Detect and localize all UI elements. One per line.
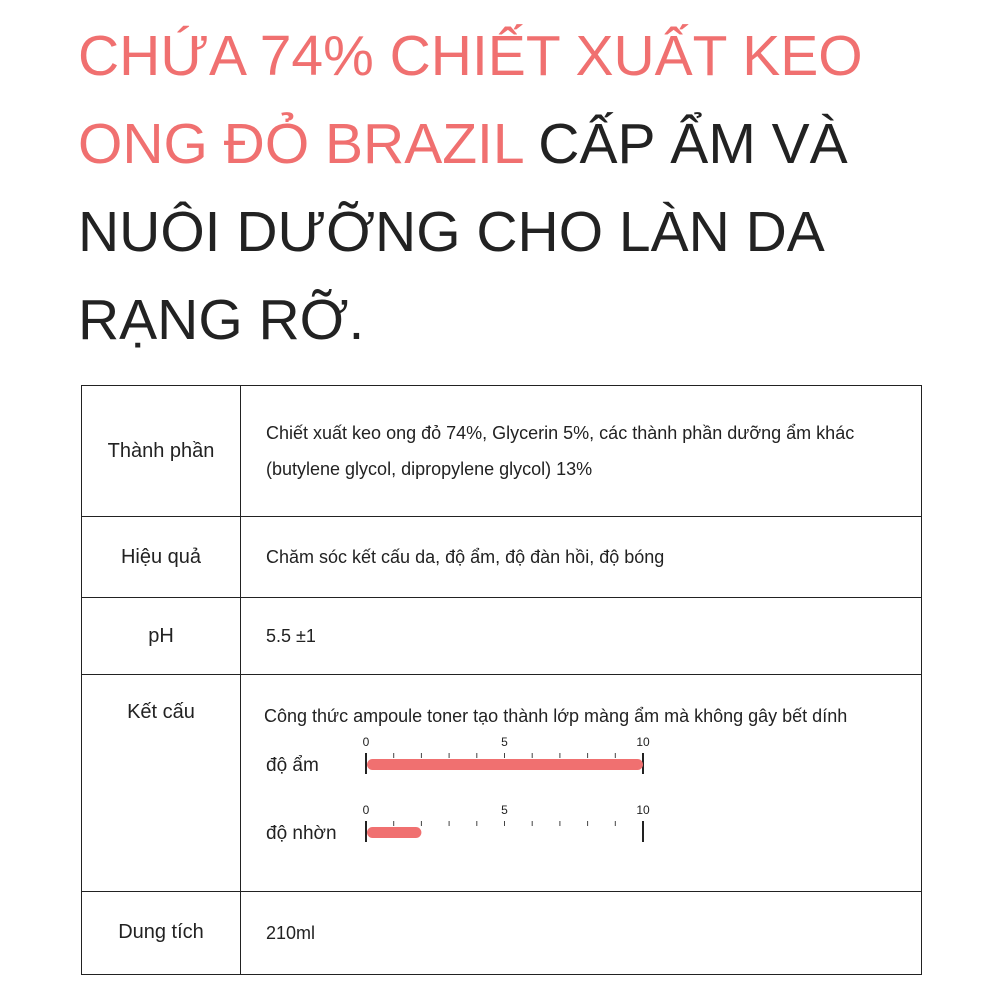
row-label-texture: Kết cấu bbox=[82, 675, 241, 891]
oiliness-scale bbox=[266, 804, 903, 872]
table-row-ph bbox=[82, 598, 922, 675]
row-value-effect: Chăm sóc kết cấu da, độ ẩm, độ đàn hồi, độ bóng bbox=[241, 517, 922, 598]
scale-tick-label: 10 bbox=[636, 735, 650, 750]
scale-tick-label: 0 bbox=[362, 803, 370, 818]
scale-tick-label: 0 bbox=[362, 735, 370, 750]
table-row-texture bbox=[82, 675, 922, 891]
row-label-volume: Dung tích bbox=[82, 891, 241, 974]
table-row-volume bbox=[82, 891, 922, 974]
scale-tick-label: 10 bbox=[636, 803, 650, 818]
headline-rest: CẤP ẨM VÀ NUÔI DƯỠNG CHO LÀN DA RẠNG RỠ. bbox=[78, 112, 848, 352]
oiliness-scale-label: độ nhờn bbox=[266, 823, 337, 845]
moisture-scale-graphic bbox=[362, 735, 666, 796]
moisture-scale-label: độ ẩm bbox=[266, 755, 319, 777]
oiliness-scale-graphic bbox=[362, 803, 666, 864]
scale-tick-label: 5 bbox=[501, 803, 508, 818]
row-label-ingredients: Thành phần bbox=[82, 386, 241, 517]
headline bbox=[78, 12, 978, 364]
table-row-ingredients bbox=[82, 386, 922, 517]
headline-accent: CHỨA 74% CHIẾT XUẤT KEO ONG ĐỎ BRAZIL bbox=[78, 24, 863, 176]
scale-bar bbox=[367, 759, 643, 770]
moisture-scale bbox=[266, 736, 903, 804]
texture-description: Công thức ampoule toner tạo thành lớp màng ẩm mà không gây bết dính bbox=[264, 706, 848, 727]
table-row-effect bbox=[82, 517, 922, 598]
row-value-ph: 5.5 ±1 bbox=[241, 598, 922, 675]
row-value-volume: 210ml bbox=[241, 891, 922, 974]
scale-tick-label: 5 bbox=[501, 735, 508, 750]
row-label-ph: pH bbox=[82, 598, 241, 675]
row-value-texture bbox=[241, 675, 922, 891]
row-label-effect: Hiệu quả bbox=[82, 517, 241, 598]
spec-table bbox=[81, 385, 922, 975]
row-value-ingredients: Chiết xuất keo ong đỏ 74%, Glycerin 5%, các thành phần dưỡng ẩm khác (butylene glycol, dipropylene glycol) 13% bbox=[241, 386, 922, 517]
scale-bar bbox=[367, 827, 421, 838]
